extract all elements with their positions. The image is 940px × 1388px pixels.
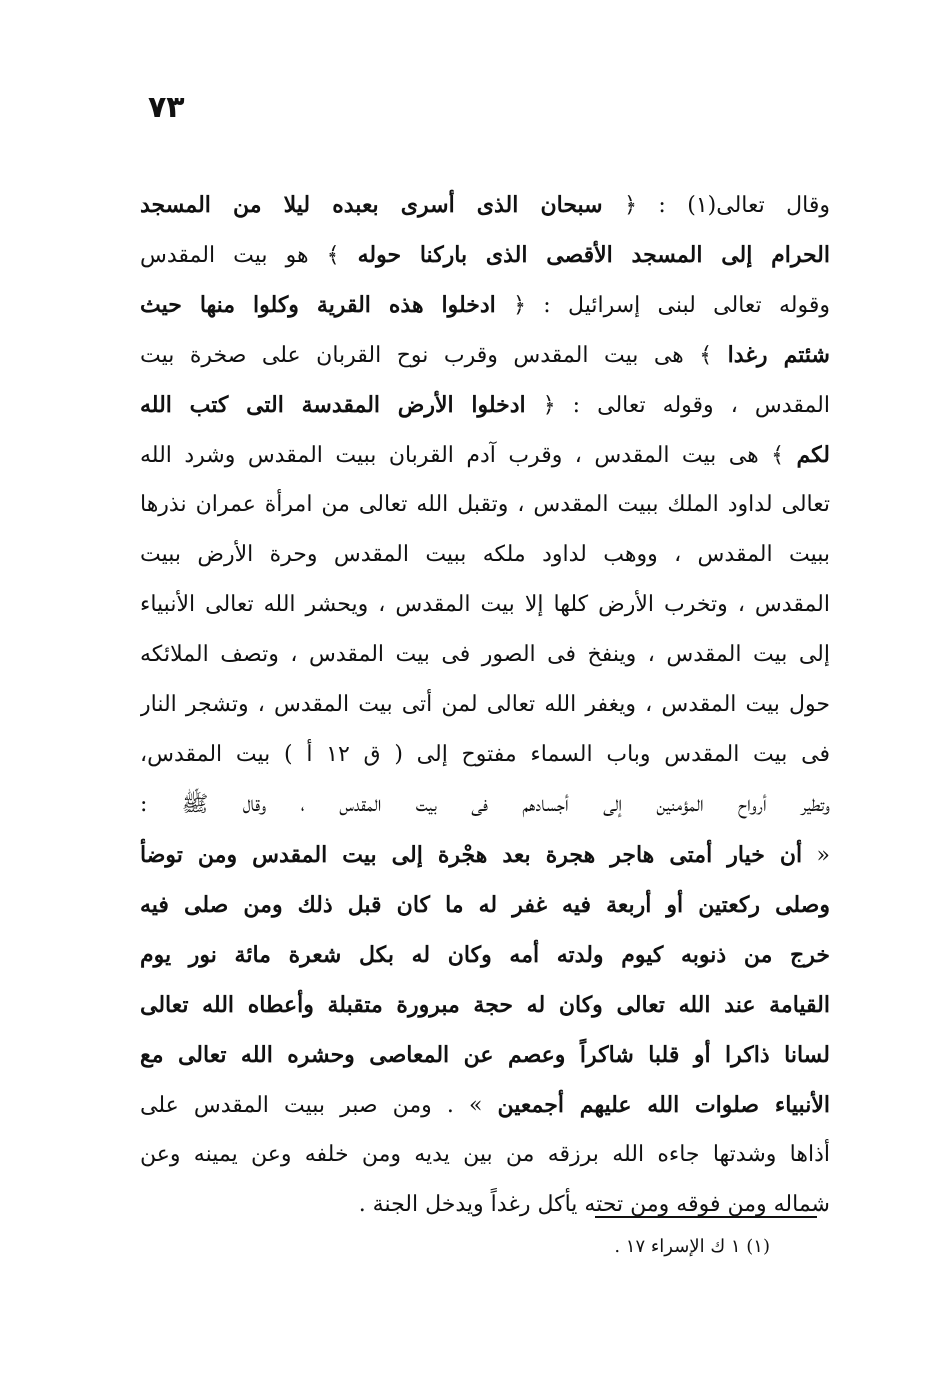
text-line	[140, 280, 830, 330]
quoted-text: القيامة عند الله تعالى وكان له حجة مبرورة متقبلة وأعطاه الله تعالى	[140, 992, 830, 1018]
quoted-text: لسانا ذاكرا أو قلبا شاكراً وعصم عن المعاصى وحشره الله تعالى مع	[140, 1042, 830, 1068]
quoted-text: أن خيار أمتى هاجر هجرة بعد هجْرة إلى بيت المقدس ومن توضأ	[140, 842, 803, 868]
text-line	[140, 780, 830, 830]
text-segment: وقوله تعالى لبنى إسرائيل : ﴿	[495, 293, 830, 318]
body-text	[140, 180, 830, 1220]
text-segment: ﴾ هى بيت المقدس وقرب نوح القربان على صخرة بيت	[140, 343, 728, 368]
text-segment: «	[802, 843, 830, 868]
text-line	[140, 930, 830, 980]
text-line	[140, 1030, 830, 1080]
text-line	[140, 1180, 830, 1230]
quoted-text: ادخلوا هذه القرية وكلوا منها حيث	[140, 292, 496, 318]
quoted-text: شئتم رغدا	[727, 342, 830, 368]
quoted-text: ادخلوا الأرض المقدسة التى كتب الله	[140, 392, 526, 418]
text-segment: حول بيت المقدس ، ويغفر الله تعالى لمن أتى بيت المقدس ، وتشجر النار	[140, 692, 830, 717]
text-segment: إلى بيت المقدس ، وينفخ فى الصور فى بيت المقدس ، وتصف الملائكه	[140, 642, 830, 667]
text-line	[140, 330, 830, 380]
text-segment: شماله ومن فوقه ومن تحته يأكل رغداً ويدخل الجنة .	[358, 1192, 830, 1217]
page-number: ٧٣	[148, 90, 185, 125]
text-segment: المقدس ، وقوله تعالى : ﴿	[525, 393, 830, 418]
quoted-text: خرج من ذنوبه كيوم ولدته أمه وكان له بكل شعرة مائة نور يوم	[140, 942, 830, 968]
text-line	[140, 630, 830, 680]
text-line	[140, 430, 830, 480]
footnote: (١) ١ ك الإسراء ١٧ .	[614, 1236, 770, 1257]
text-segment: فى بيت المقدس وباب السماء مفتوح إلى ( ق ١٢ أ ) بيت المقدس،	[140, 742, 830, 767]
text-line	[140, 530, 830, 580]
text-line	[140, 880, 830, 930]
text-line	[140, 830, 830, 880]
text-segment: وتطير أرواح المؤمنين إلى أجسادهم فى بيت المقدس ، وقال ﷺ :	[140, 792, 830, 817]
text-segment: ﴾ هو بيت المقدس	[140, 243, 358, 268]
quoted-text: وصلى ركعتين أو أربعة فيه غفر له ما كان قبل ذلك ومن صلى فيه	[140, 892, 830, 918]
text-line	[140, 730, 830, 780]
text-line	[140, 1080, 830, 1130]
text-line	[140, 580, 830, 630]
text-line	[140, 980, 830, 1030]
quoted-text: لكم	[796, 442, 830, 468]
text-segment: تعالى لداود الملك ببيت المقدس ، وتقبل الله تعالى من امرأة عمران نذرها	[140, 492, 830, 517]
footnote-divider	[595, 1216, 817, 1218]
quoted-text: الحرام إلى المسجد الأقصى الذى باركنا حوله	[357, 242, 830, 268]
text-segment: وقال تعالى(١) : ﴿	[602, 193, 830, 218]
text-segment: ﴾ هى بيت المقدس ، وقرب آدم القربان ببيت المقدس وشرد الله	[140, 443, 797, 468]
text-segment: ببيت المقدس ، ووهب لداود ملكه ببيت المقدس وحرة الأرض ببيت	[140, 542, 830, 567]
text-line	[140, 180, 830, 230]
text-segment: المقدس ، وتخرب الأرض كلها إلا بيت المقدس ، ويحشر الله تعالى الأنبياء	[140, 592, 830, 617]
text-line	[140, 480, 830, 530]
text-line	[140, 380, 830, 430]
text-line	[140, 1130, 830, 1180]
text-line	[140, 230, 830, 280]
quoted-text: الأنبياء صلوات الله عليهم أجمعين	[497, 1092, 830, 1118]
text-segment: أذاها وشدتها جاءه الله برزقه من بين يديه ومن خلفه وعن يمينه وعن	[140, 1142, 830, 1167]
text-line	[140, 680, 830, 730]
text-segment: » . ومن صبر ببيت المقدس على	[140, 1093, 498, 1118]
quoted-text: سبحان الذى أسرى بعبده ليلا من المسجد	[140, 192, 603, 218]
